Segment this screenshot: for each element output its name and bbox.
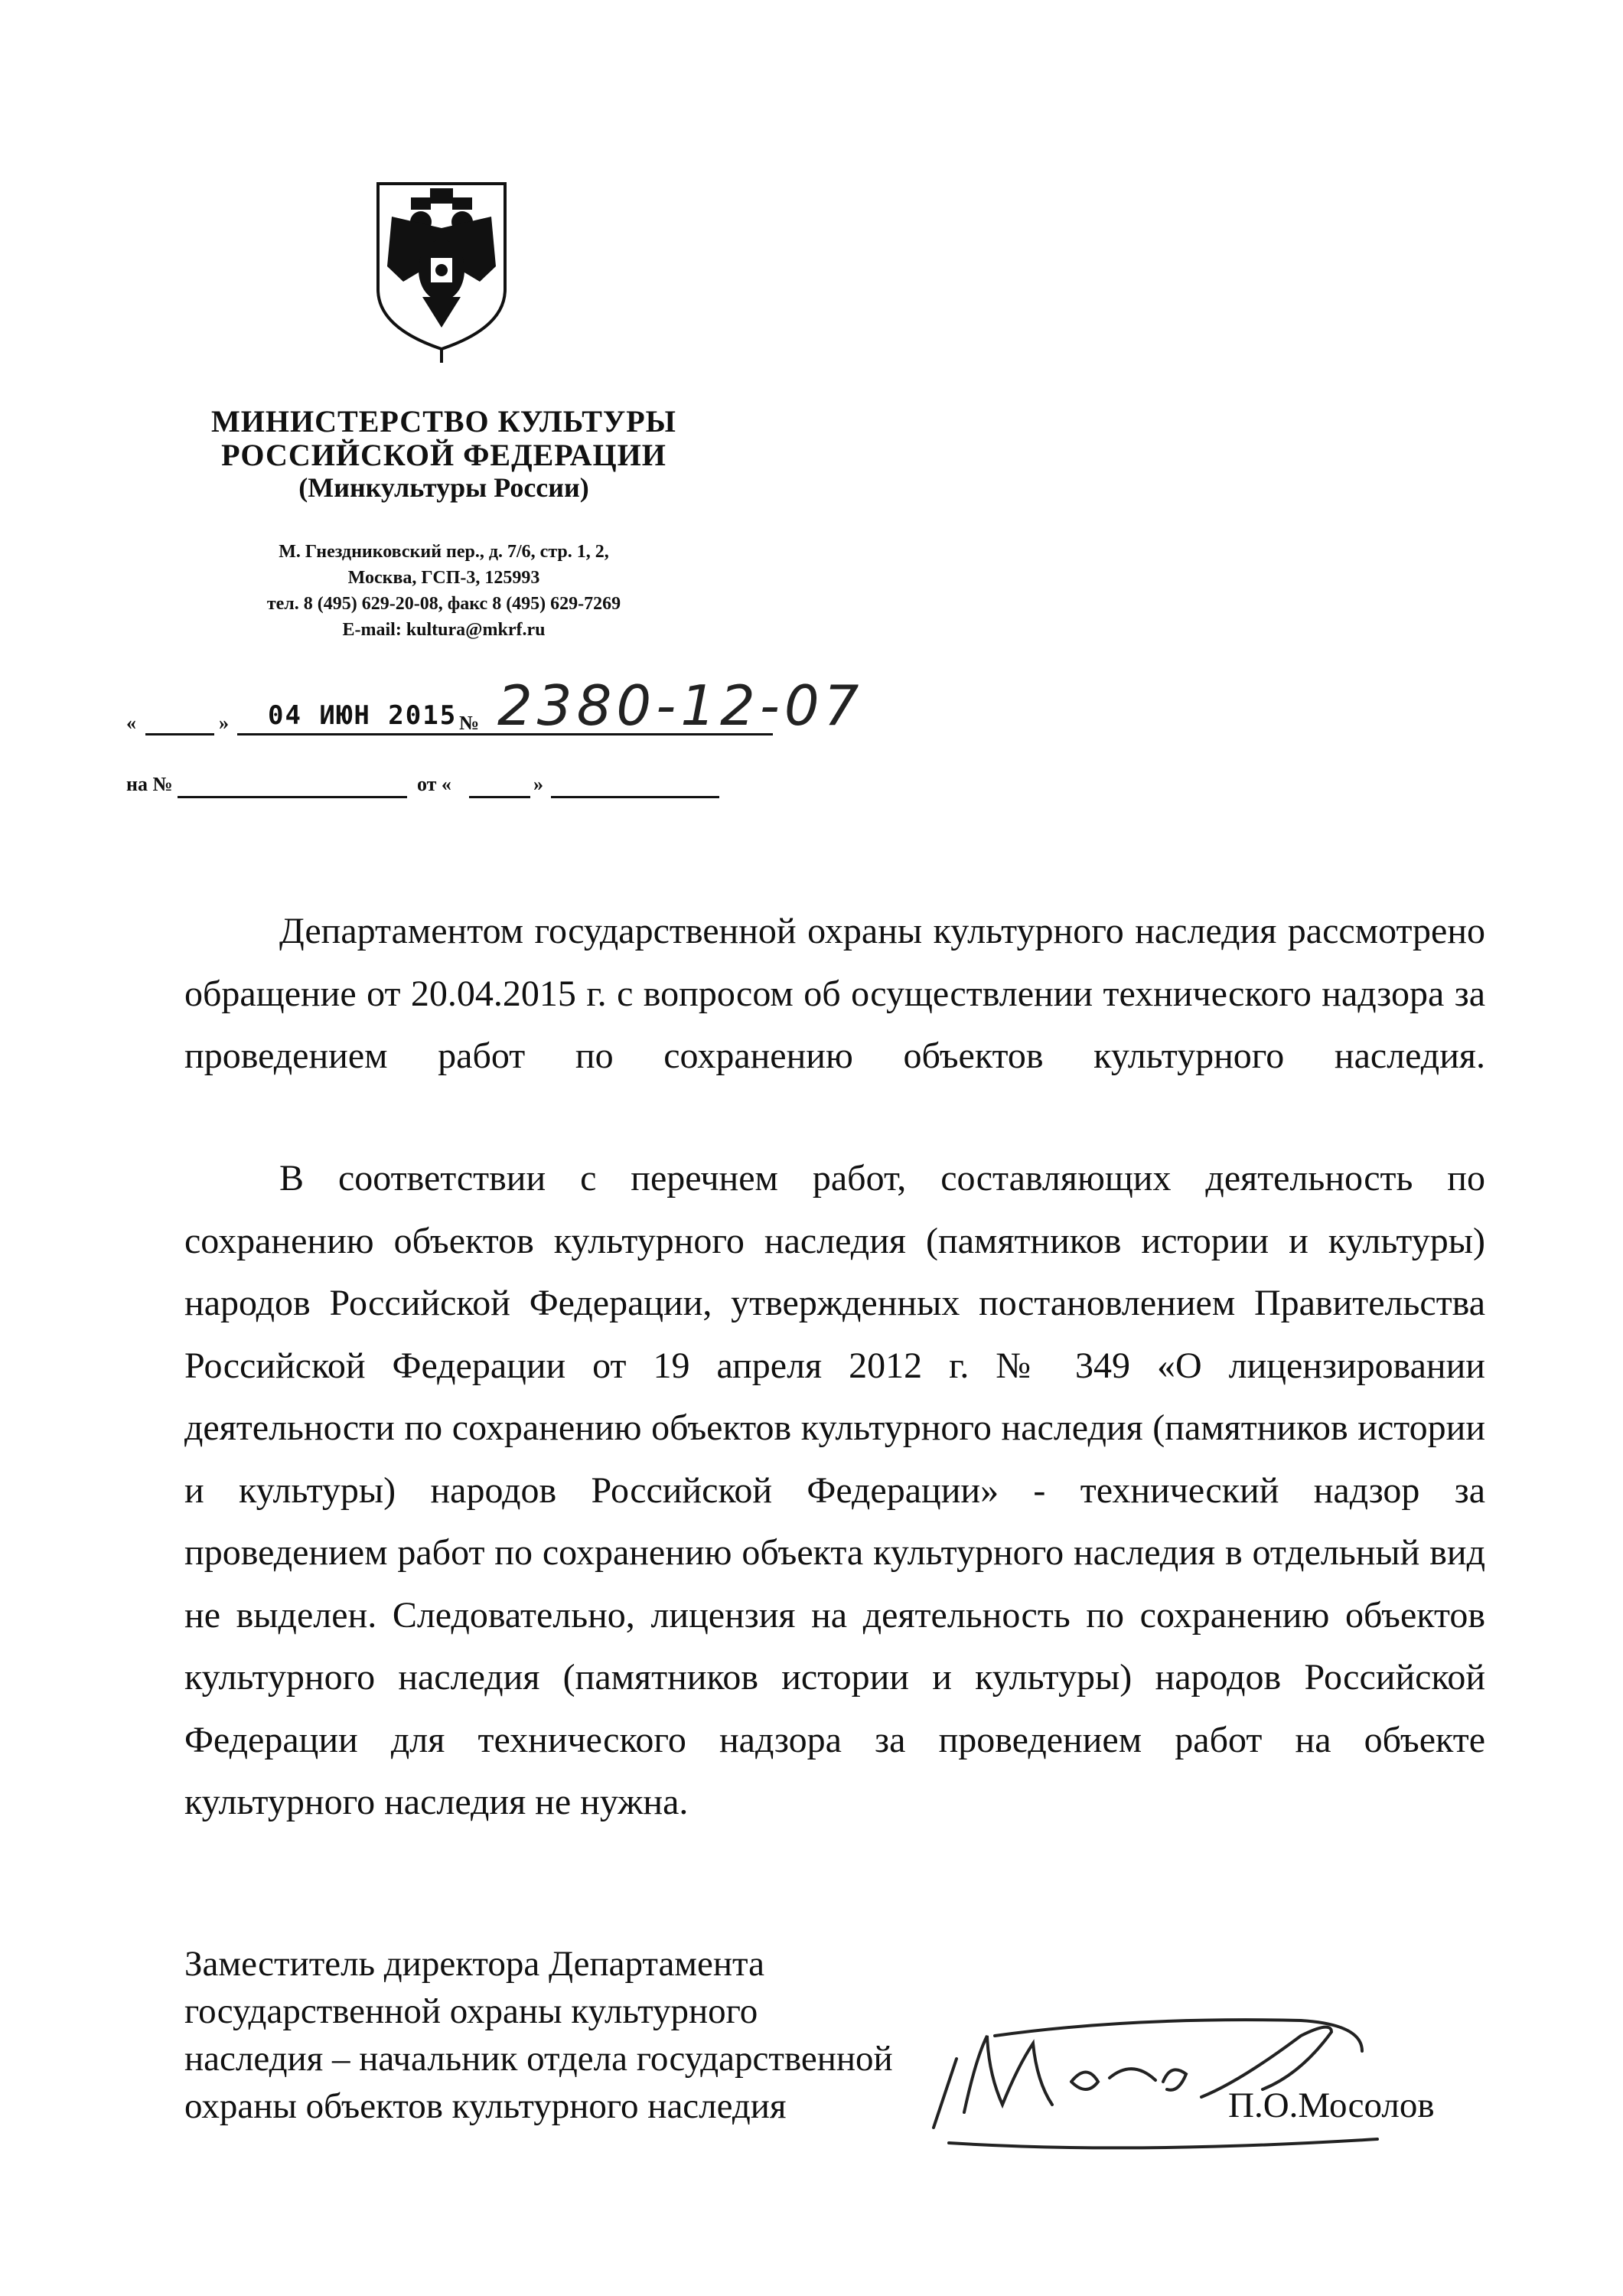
phone-fax-line: тел. 8 (495) 629-20-08, факс 8 (495) 629-7269 [266, 594, 621, 614]
ministry-name-line2: РОССИЙСКОЙ ФЕДЕРАЦИИ [221, 438, 666, 472]
incoming-number-line [178, 796, 407, 798]
coat-of-arms-emblem [369, 174, 514, 366]
incoming-close-quote: » [533, 773, 543, 795]
body-paragraph-2: В соответствии с перечнем работ, составляющих деятельность по сохранению объектов культурного наследия (памятников истории и культуры) народов Российской Федерации, утвержденных постановлением Правительства Российской Федерации от 19 апреля 2012 г. № 349 «О лицензировании деятельности по сохранению объектов культурного наследия (памятников истории и культуры) народов Российской Федерации» - технический надзор за проведением работ по сохранению объекта культурного наследия в отдельный вид не выделен. Следовательно, лицензия на деятельность по сохранению объектов культурного наследия (памятников истории и культуры) народов Российской Федерации для технического надзора за проведением работ на объекте культурного наследия не нужна. [184, 1158, 1485, 1822]
signatory-title-line4: охраны объектов культурного наследия [184, 2086, 787, 2126]
signatory-name: П.О.Мосолов [1228, 2086, 1435, 2125]
address-line2: Москва, ГСП-3, 125993 [347, 568, 540, 588]
incoming-number-label: на № [126, 773, 173, 795]
date-open-quote: « [126, 712, 136, 734]
date-stamp: 04 ИЮН 2015 [268, 700, 458, 731]
date-line [237, 733, 490, 735]
number-sign: № [459, 712, 480, 734]
signatory-title-line2: государственной охраны культурного [184, 1991, 758, 2031]
date-day-line [145, 733, 214, 735]
incoming-from-label: от « [417, 773, 451, 795]
address-line1: М. Гнездниковский пер., д. 7/6, стр. 1, 2, [279, 542, 609, 562]
incoming-date-line [551, 796, 719, 798]
body-paragraph-1: Департаментом государственной охраны культурного наследия рассмотрено обращение от 20.04.2015 г. с вопросом об осуществлении технического надзора за проведением работ по сохранению объектов культурного наследия. [184, 911, 1485, 1076]
handwritten-signature [903, 1990, 1439, 2158]
email-line: E-mail: kultura@mkrf.ru [342, 620, 546, 640]
signatory-title-line1: Заместитель директора Департамента [184, 1944, 765, 1984]
outgoing-number-handwritten: 2380-12-07 [497, 673, 864, 738]
ministry-short-name: (Минкультуры России) [298, 472, 589, 503]
date-close-quote: » [219, 712, 229, 734]
signatory-title-line3: наследия – начальник отдела государственной [184, 2039, 893, 2079]
ministry-name-line1: МИНИСТЕРСТВО КУЛЬТУРЫ [211, 404, 676, 439]
incoming-day-line [469, 796, 530, 798]
